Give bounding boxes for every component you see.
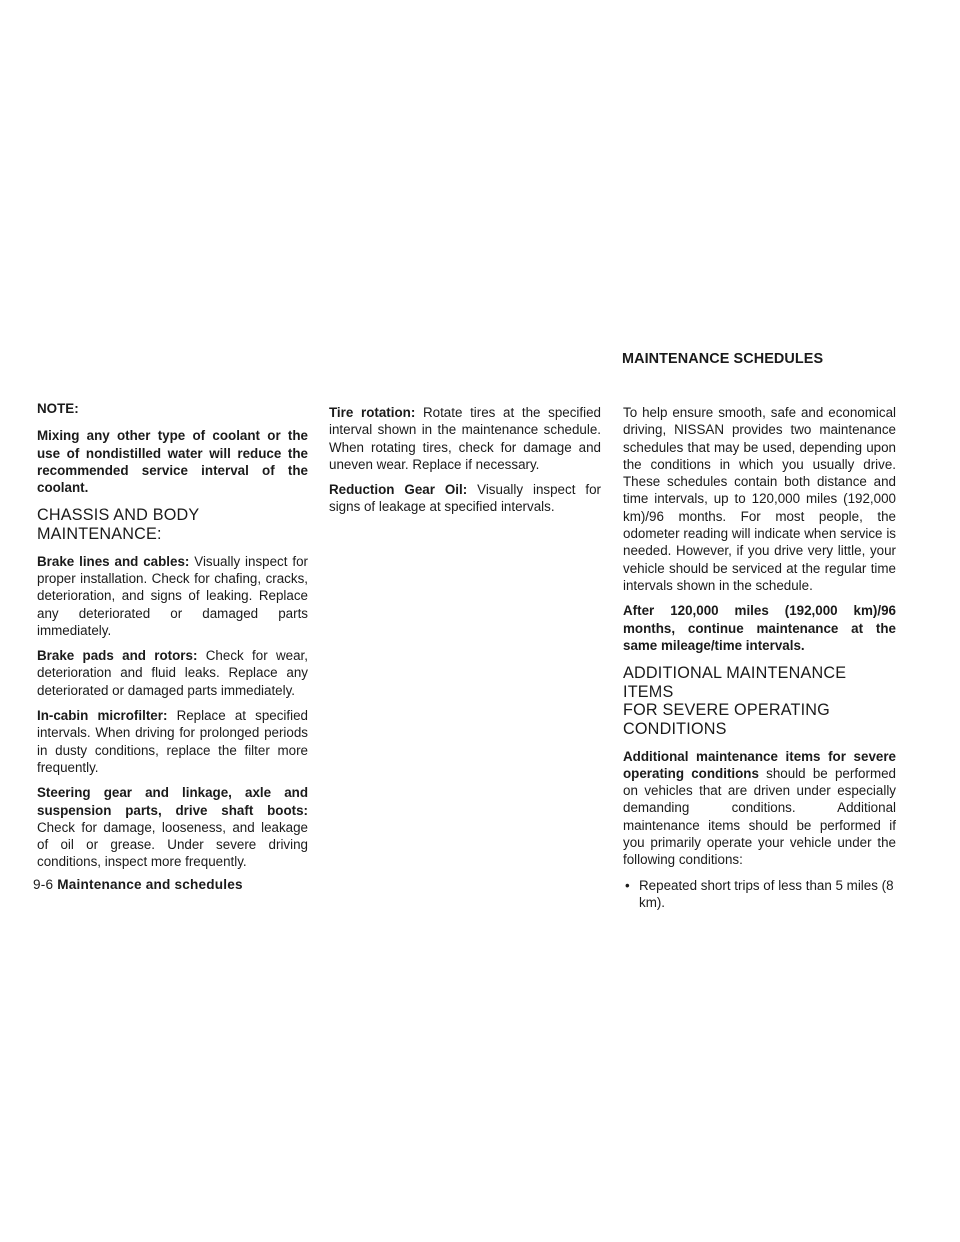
item-reduction-gear-oil: Reduction Gear Oil: Visually inspect for signs of leakage at specified intervals. [329, 482, 601, 515]
item-brake-pads: Brake pads and rotors: Check for wear, deterioration and fluid leaks. Replace any deteriorated or damaged parts immediately. [37, 648, 308, 698]
item-tire-rotation: Tire rotation: Rotate tires at the specified interval shown in the maintenance schedule. When rotating tires, check for damage and uneven wear. Replace if necessary. [329, 405, 601, 472]
page-footer [33, 877, 243, 892]
after-interval-note: After 120,000 miles (192,000 km)/96 months, continue maintenance at the same mileage/time intervals. [623, 603, 896, 653]
section-title: MAINTENANCE SCHEDULES [622, 351, 824, 367]
note-text: Mixing any other type of coolant or the use of nondistilled water will reduce the recommended service interval of the coolant. [37, 428, 308, 496]
item-steering: Steering gear and linkage, axle and suspension parts, drive shaft boots: Check for damage, looseness, and leakage of oil or grease. Under severe driving conditions, inspect more frequently. [37, 785, 308, 870]
column-right [623, 404, 896, 911]
note-label: NOTE: [37, 401, 79, 416]
column-middle [329, 404, 601, 516]
page-number: 9-6 [33, 877, 54, 892]
chapter-title: Maintenance and schedules [57, 877, 243, 892]
additional-items-paragraph: Additional maintenance items for severe operating conditions should be performed on vehicles that are driven under especially demanding conditions. Additional maintenance items should be performed if you primarily operate your vehicle under the following conditions: [623, 748, 897, 868]
item-cabin-filter: In-cabin microfilter: Replace at specified intervals. When driving for prolonged periods in dusty conditions, replace the filter more frequently. [37, 708, 308, 775]
item-brake-lines: Brake lines and cables: Visually inspect for proper installation. Check for chafing, cracks, deterioration, and signs of leaking. Replace any deteriorated or damaged parts immediately. [37, 553, 308, 638]
section-heading-chassis: CHASSIS AND BODY MAINTENANCE: [37, 506, 200, 544]
section-heading-severe: ADDITIONAL MAINTENANCE ITEMS FOR SEVERE OPERATING CONDITIONS [623, 664, 847, 738]
column-left [37, 400, 308, 871]
bullet-icon: • [625, 877, 630, 893]
list-item: • Repeated short trips of less than 5 miles (8 km). [625, 877, 894, 910]
intro-paragraph: To help ensure smooth, safe and economical driving, NISSAN provides two maintenance schedules that may be used, depending upon the conditions in which you usually drive. These schedules contain both distance and time intervals, up to 120,000 miles (192,000 km)/96 months. For most people, the odometer reading will indicate when service is needed. However, if you drive very little, your vehicle should be serviced at the regular time intervals shown in the schedule. [623, 405, 896, 593]
